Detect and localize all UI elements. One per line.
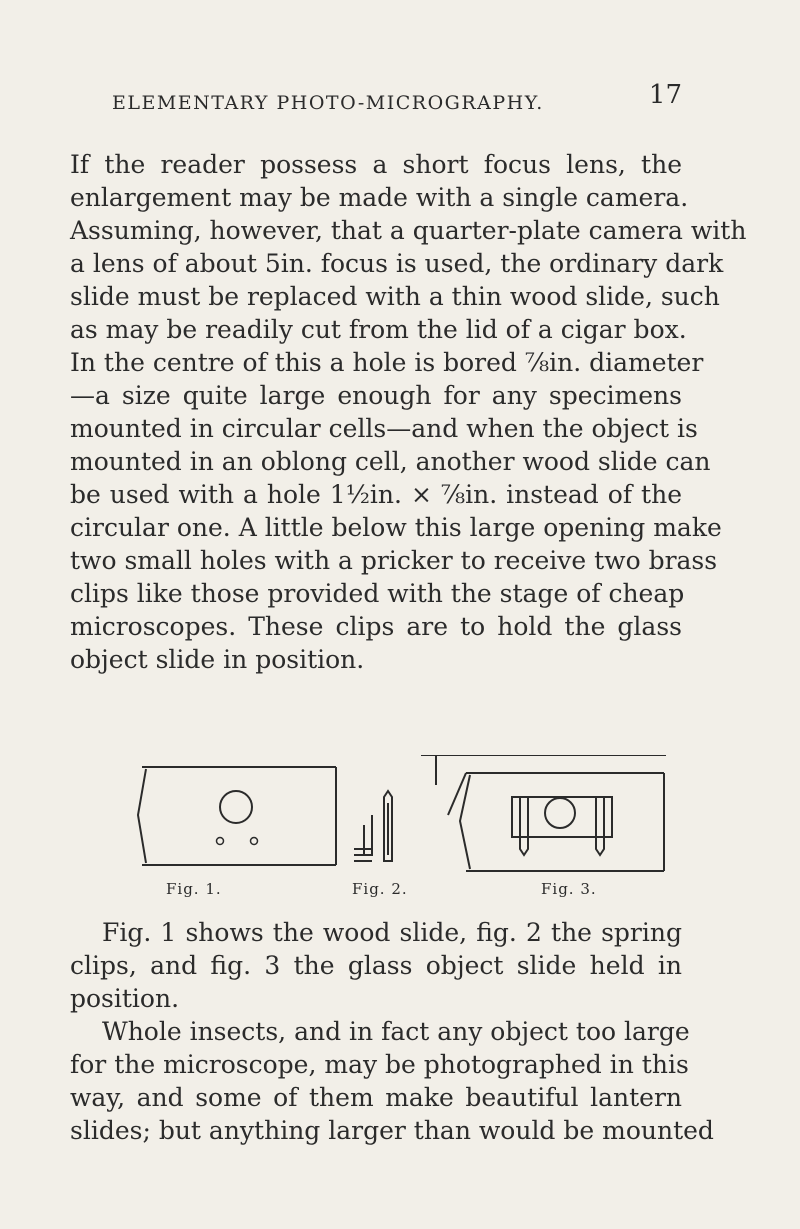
- text-line: mounted in an oblong cell, another wood slide can: [70, 447, 711, 476]
- text-line: circular one. A little below this large opening make: [70, 513, 722, 542]
- text-line: Fig. 1 shows the wood slide, fig. 2 the spring: [102, 918, 682, 947]
- text-line: mounted in circular cells—and when the object is: [70, 414, 698, 443]
- text-line: clips, and fig. 3 the glass object slide held in: [70, 951, 682, 980]
- caption-fig2: Fig. 2.: [352, 880, 408, 898]
- text-line: Assuming, however, that a quarter-plate camera with: [70, 216, 747, 245]
- text-line: Whole insects, and in fact any object too large: [102, 1017, 690, 1046]
- running-head: ELEMENTARY PHOTO-MICROGRAPHY.: [112, 92, 544, 114]
- text-line: way, and some of them make beautiful lantern: [70, 1083, 682, 1112]
- text-line: microscopes. These clips are to hold the glass: [70, 612, 682, 641]
- caption-fig3: Fig. 3.: [541, 880, 597, 898]
- text-line: slide must be replaced with a thin wood slide, such: [70, 282, 720, 311]
- caption-fig1: Fig. 1.: [166, 880, 222, 898]
- text-line: enlargement may be made with a single camera.: [70, 183, 689, 212]
- fig2-spring-clips-drawing: [354, 791, 392, 861]
- text-line: for the microscope, may be photographed in this: [70, 1050, 689, 1079]
- figure-drawings: [136, 755, 666, 883]
- text-line: be used with a hole 1½in. × ⅞in. instead of the: [70, 480, 682, 509]
- text-line: two small holes with a pricker to receive two brass: [70, 546, 718, 575]
- text-line: In the centre of this a hole is bored ⅞in. diameter: [70, 348, 704, 377]
- text-line: clips like those provided with the stage of cheap: [70, 579, 685, 608]
- figure-captions: [136, 880, 666, 910]
- page-header: [112, 80, 682, 120]
- text-line: as may be readily cut from the lid of a cigar box.: [70, 315, 687, 344]
- fig3-glass-slide-drawing: [421, 755, 666, 871]
- text-line: a lens of about 5in. focus is used, the ordinary dark: [70, 249, 724, 278]
- page-number: 17: [648, 80, 682, 110]
- figure-illustrations: [136, 755, 666, 883]
- text-line: object slide in position.: [70, 645, 365, 674]
- text-line: If the reader possess a short focus lens, the: [70, 150, 682, 179]
- paragraph-figure-explanation: [70, 916, 714, 1147]
- text-line: —a size quite large enough for any specimens: [70, 381, 682, 410]
- paragraph-wood-slide: [70, 148, 747, 676]
- fig1-wood-slide-drawing: [138, 767, 336, 865]
- text-line: slides; but anything larger than would be mounted: [70, 1116, 714, 1145]
- text-line: position.: [70, 984, 180, 1013]
